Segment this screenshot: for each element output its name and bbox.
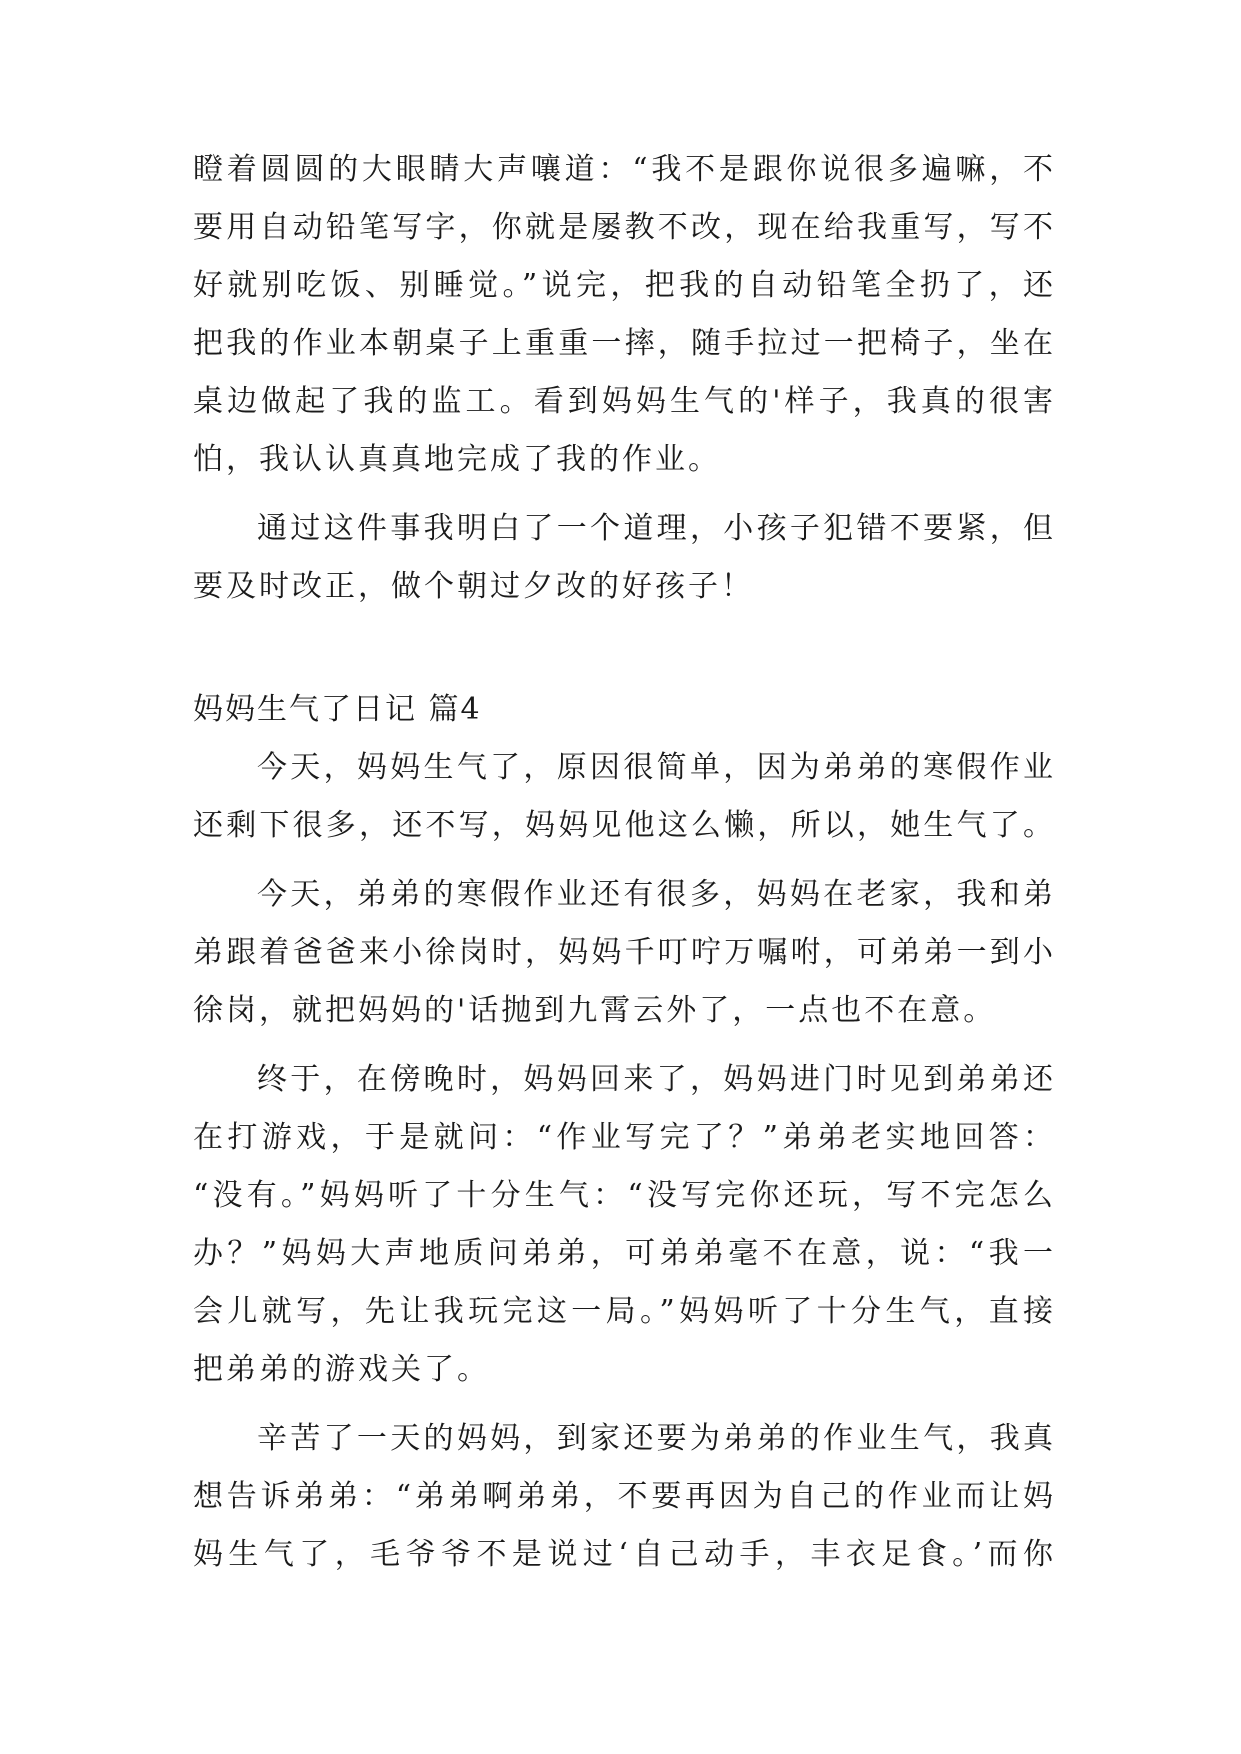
text-line: 徐岗，就把妈妈的'话抛到九霄云外了，一点也不在意。	[193, 993, 997, 1028]
text-line: 桌边做起了我的监工。看到妈妈生气的'样子，我真的很害	[193, 384, 1053, 419]
text-line: 把弟弟的游戏关了。	[193, 1352, 490, 1387]
text-line: “没有。”妈妈听了十分生气：“没写完你还玩，写不完怎么	[193, 1178, 1053, 1213]
text-line: 今天，妈妈生气了，原因很简单，因为弟弟的寒假作业	[257, 750, 1053, 785]
text-line: 还剩下很多，还不写，妈妈见他这么懒，所以，她生气了。	[193, 808, 1053, 843]
text-line: 好就别吃饭、别睡觉。”说完，把我的自动铅笔全扔了，还	[193, 268, 1053, 303]
text-line: 妈生气了，毛爷爷不是说过‘自己动手，丰衣足食。’而你	[193, 1537, 1053, 1572]
text-line: 要及时改正，做个朝过夕改的好孩子！	[193, 569, 754, 604]
text-line: 要用自动铅笔写字，你就是屡教不改，现在给我重写，写不	[193, 210, 1053, 245]
text-line: 终于，在傍晚时，妈妈回来了，妈妈进门时见到弟弟还	[257, 1062, 1053, 1097]
text-line: 在打游戏，于是就问：“作业写完了？”弟弟老实地回答：	[193, 1120, 1053, 1155]
text-line: 瞪着圆圆的大眼睛大声嚷道：“我不是跟你说很多遍嘛，不	[193, 152, 1053, 187]
text-line: 把我的作业本朝桌子上重重一摔，随手拉过一把椅子，坐在	[193, 326, 1053, 361]
text-line: 弟跟着爸爸来小徐岗时，妈妈千叮咛万嘱咐，可弟弟一到小	[193, 935, 1053, 970]
text-line: 办？”妈妈大声地质问弟弟，可弟弟毫不在意，说：“我一	[193, 1236, 1053, 1271]
text-line: 今天，弟弟的寒假作业还有很多，妈妈在老家，我和弟	[257, 877, 1053, 912]
text-line: 想告诉弟弟：“弟弟啊弟弟，不要再因为自己的作业而让妈	[193, 1479, 1053, 1514]
section-heading: 妈妈生气了日记 篇4	[193, 692, 482, 727]
text-line: 怕，我认认真真地完成了我的作业。	[193, 442, 721, 477]
text-line: 会儿就写，先让我玩完这一局。”妈妈听了十分生气，直接	[193, 1294, 1053, 1329]
text-line: 通过这件事我明白了一个道理，小孩子犯错不要紧，但	[257, 511, 1053, 546]
text-line: 辛苦了一天的妈妈，到家还要为弟弟的作业生气，我真	[257, 1421, 1053, 1456]
